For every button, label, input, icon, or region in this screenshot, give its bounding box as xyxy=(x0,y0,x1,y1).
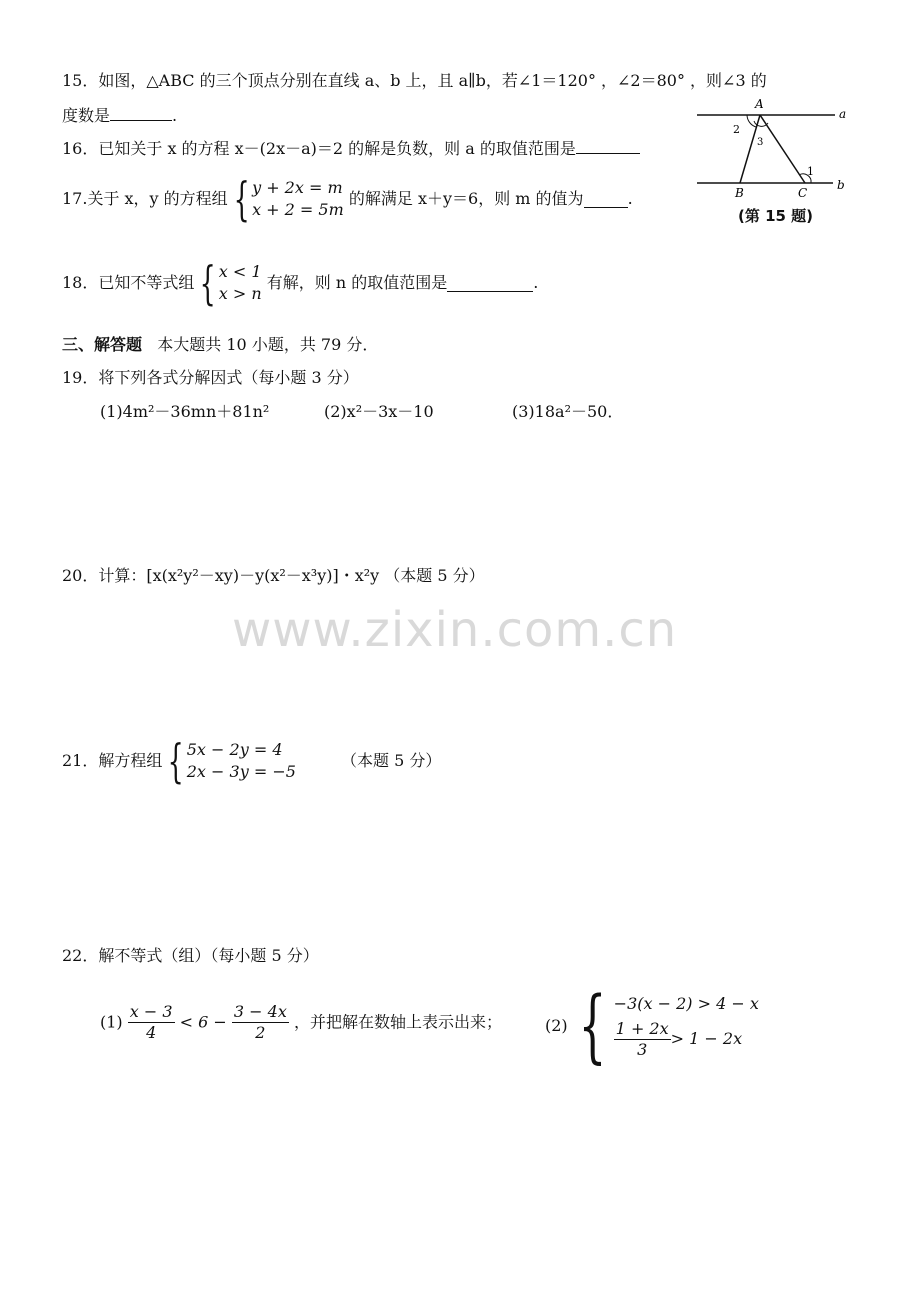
q17-end: . xyxy=(627,189,633,208)
q21-eq1: 5x − 2y = 4 xyxy=(186,740,283,759)
q18-system: { x < 1 x > n xyxy=(200,256,262,310)
q21-eq2: 2x − 3y = −5 xyxy=(186,762,296,781)
q19-part2: (2)x²－3x－10 xyxy=(324,402,434,421)
q21-line xyxy=(62,734,442,788)
q15-end: . xyxy=(172,106,178,125)
q22-p1-den2: 2 xyxy=(255,1023,266,1042)
q17-suffix: 的解满足 x＋y＝6，则 m 的值为 xyxy=(348,189,584,208)
q18-eq1: x < 1 xyxy=(218,262,262,281)
q15-answer-blank[interactable] xyxy=(110,104,172,121)
q22-p2-eq1: −3(x − 2) > 4 − x xyxy=(613,993,759,1013)
q20-line: 20．计算：[x(x²y²－xy)－y(x²－x³y)]・x²y （本题 5 分） xyxy=(62,566,485,585)
q17-answer-blank[interactable] xyxy=(584,191,628,208)
q19-part1: (1)4m²－36mn＋81n² xyxy=(100,402,270,421)
q22-p2-system: { −3(x − 2) > 4 − x $\frac{1 + 2x}{3}$ > 1 − 2x xyxy=(578,979,759,1072)
q18-suffix: 有解，则 n 的取值范围是 xyxy=(266,273,448,292)
label-b: b xyxy=(837,178,845,192)
q17-line xyxy=(62,172,633,226)
label-angle-1: 1 xyxy=(807,165,814,178)
q22-part1 xyxy=(100,1002,502,1043)
label-C: C xyxy=(798,186,808,200)
q17-eq1: y + 2x = m xyxy=(252,178,343,197)
q15-line2 xyxy=(62,104,177,127)
q22-part2 xyxy=(545,979,759,1072)
q16-answer-blank[interactable] xyxy=(576,137,640,154)
q22-p1-frac2 xyxy=(232,1002,289,1043)
q18-eq2: x > n xyxy=(218,284,262,303)
q15-line1: 15．如图，△ABC 的三个顶点分别在直线 a、b 上，且 a∥b，若∠1＝120° ，∠2＝80° ，则∠3 的 xyxy=(62,71,767,90)
label-angle-3: 3 xyxy=(757,137,764,148)
q22-p1-num1: x − 3 xyxy=(129,1002,173,1021)
label-A: A xyxy=(755,97,764,111)
section3-header xyxy=(62,334,378,356)
q22-p1-frac1 xyxy=(128,1002,175,1043)
q16-line xyxy=(62,137,640,160)
watermark: www.zixin.com.cn xyxy=(232,602,678,658)
q17-system: { y + 2x = m x + 2 = 5m xyxy=(233,172,344,226)
q19-part3: (3)18a²－50． xyxy=(512,402,624,421)
q22-p2-num: 1 + 2x xyxy=(615,1018,669,1038)
label-a: a xyxy=(839,107,847,121)
q22-p1-den1: 4 xyxy=(146,1023,157,1042)
q22-p1-label: (1) xyxy=(100,1012,123,1032)
section3-desc: 本大题共 10 小题，共 79 分． xyxy=(157,335,379,354)
q22-p1-num2: 3 − 4x xyxy=(233,1002,287,1021)
q22-p2-label: (2) xyxy=(545,1016,568,1035)
label-angle-2: 2 xyxy=(733,123,740,136)
q22-p2-eq2 xyxy=(614,1019,759,1060)
q22-p1-suffix: ，并把解在数轴上表示出来； xyxy=(293,1012,502,1032)
q21-score: （本题 5 分） xyxy=(341,751,442,770)
q15-text: 度数是 xyxy=(62,106,111,125)
section3-title: 三、解答题 xyxy=(62,335,143,354)
q18-answer-blank[interactable] xyxy=(447,275,533,292)
q22-p2-den: 3 xyxy=(637,1039,648,1059)
q16-text: 16．已知关于 x 的方程 x－(2x－a)＝2 的解是负数，则 a 的取值范围是 xyxy=(62,139,576,158)
figure-caption: (第 15 题) xyxy=(738,207,814,225)
q17-eq2: x + 2 = 5m xyxy=(252,200,344,219)
q22-p1-mid: < 6 − xyxy=(179,1012,227,1032)
label-B: B xyxy=(735,186,744,200)
q22-p2-rest: > 1 − 2x xyxy=(670,1029,743,1048)
q18-line xyxy=(62,256,539,310)
q21-system: { 5x − 2y = 4 2x − 3y = −5 xyxy=(168,734,296,788)
q21-prefix: 21．解方程组 xyxy=(62,751,163,770)
q22-title: 22．解不等式（组）（每小题 5 分） xyxy=(62,946,319,965)
q19-title: 19．将下列各式分解因式（每小题 3 分） xyxy=(62,368,359,387)
q18-prefix: 18．已知不等式组 xyxy=(62,273,195,292)
q18-end: . xyxy=(533,273,539,292)
q17-prefix: 17.关于 x，y 的方程组 xyxy=(62,189,228,208)
